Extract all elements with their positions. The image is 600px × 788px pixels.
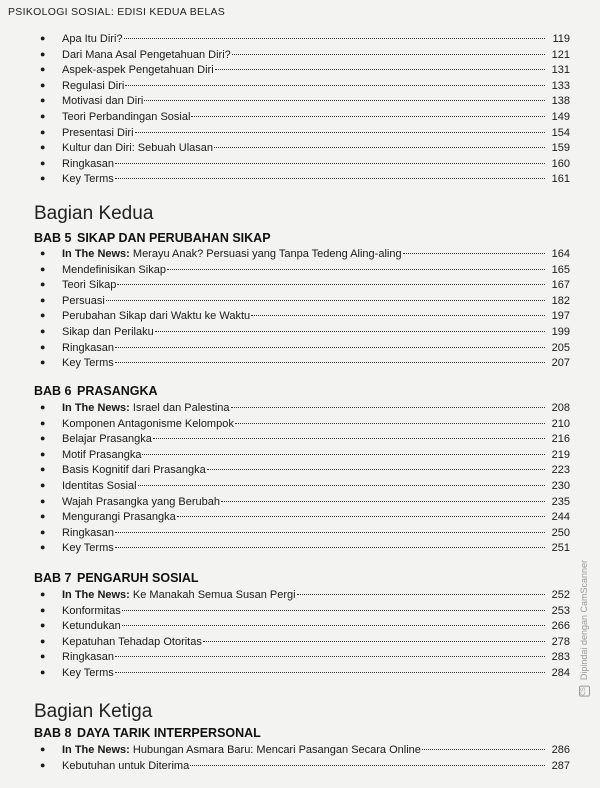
- page-number: 131: [551, 64, 570, 77]
- in-the-news-label: In The News:: [62, 744, 130, 756]
- dot-leader: [422, 749, 545, 750]
- dot-leader: [117, 284, 545, 285]
- page-number: 149: [551, 110, 570, 123]
- page-number: 223: [551, 464, 570, 477]
- bullet-icon: ●: [40, 666, 46, 677]
- toc-entry-title: [62, 417, 234, 433]
- dot-leader: [155, 331, 545, 332]
- dot-leader: [221, 501, 545, 502]
- dot-leader: [115, 347, 545, 348]
- toc-entry[interactable]: [40, 141, 570, 157]
- page-number: 287: [551, 759, 570, 772]
- bullet-icon: ●: [40, 64, 46, 75]
- toc-entry[interactable]: [40, 278, 570, 294]
- page-number: 210: [551, 417, 570, 430]
- bullet-icon: ●: [40, 759, 46, 770]
- toc-entry-title: [62, 278, 116, 294]
- part-title-kedua: Bagian Kedua: [34, 203, 154, 224]
- part-title-ketiga: Bagian Ketiga: [34, 701, 153, 722]
- toc-entry-text: Belajar Prasangka: [62, 433, 152, 446]
- toc-entry-text: Basis Kognitif dari Prasangka: [62, 464, 206, 477]
- toc-entry[interactable]: [40, 604, 570, 620]
- toc-entry-text: Kepatuhan Tehadap Otoritas: [62, 635, 202, 648]
- bullet-icon: ●: [40, 294, 46, 305]
- toc-entry-title: [62, 325, 154, 341]
- toc-entry-text: Komponen Antagonisme Kelompok: [62, 417, 234, 430]
- bullet-icon: ●: [40, 310, 46, 321]
- chapter-title: PENGARUH SOSIAL: [77, 571, 199, 585]
- toc-entry[interactable]: [40, 94, 570, 110]
- toc-entry[interactable]: [40, 666, 570, 682]
- toc-entry[interactable]: [40, 294, 570, 310]
- toc-entry[interactable]: [40, 263, 570, 279]
- dot-leader: [251, 315, 545, 316]
- in-the-news-label: In The News:: [62, 248, 130, 260]
- toc-entry-text: Mendefinisikan Sikap: [62, 263, 166, 276]
- toc-entry-text: Aspek-aspek Pengetahuan Diri: [62, 64, 214, 77]
- dot-leader: [125, 85, 545, 86]
- scanner-watermark-text: Dipindai dengan CamScanner: [579, 560, 589, 681]
- toc-entry-text: Persuasi: [62, 294, 105, 307]
- bullet-icon: ●: [40, 263, 46, 274]
- toc-entry[interactable]: [40, 510, 570, 526]
- bullet-icon: ●: [40, 248, 46, 258]
- toc-entry-text: Ke Manakah Semua Susan Pergi: [129, 589, 296, 601]
- chapter-title: PRASANGKA: [77, 384, 158, 398]
- bullet-icon: ●: [40, 33, 46, 43]
- part1-entry-list: [40, 32, 570, 188]
- bullet-icon: ●: [40, 126, 46, 137]
- page-number: 253: [551, 604, 570, 617]
- chapter-number: BAB 8: [34, 726, 72, 740]
- toc-entry-title: [62, 666, 114, 682]
- dot-leader: [235, 423, 545, 424]
- toc-entry-title: [62, 172, 114, 188]
- page-number: 138: [551, 95, 570, 108]
- bullet-icon: ●: [40, 526, 46, 537]
- toc-entry-text: Mengurangi Prasangka: [62, 511, 176, 524]
- toc-entry[interactable]: [40, 432, 570, 448]
- toc-entry[interactable]: [40, 588, 570, 604]
- page-number: 284: [551, 666, 570, 679]
- toc-entry-text: Apa Itu Diri?: [62, 33, 123, 45]
- page-number: 216: [551, 433, 570, 446]
- toc-entry[interactable]: [40, 541, 570, 557]
- chapter-heading-bab7: [34, 571, 199, 585]
- toc-entry-title: [62, 650, 114, 666]
- toc-entry-title: [62, 309, 250, 325]
- toc-entry-text: Ringkasan: [62, 157, 114, 170]
- dot-leader: [207, 469, 545, 470]
- chapter-title: SIKAP DAN PERUBAHAN SIKAP: [77, 231, 271, 245]
- toc-entry-text: Teori Sikap: [62, 279, 117, 292]
- dot-leader: [106, 300, 545, 301]
- dot-leader: [232, 54, 545, 55]
- bullet-icon: ●: [40, 433, 46, 444]
- in-the-news-label: In The News:: [62, 589, 130, 601]
- toc-entry-text: Hubungan Asmara Baru: Mencari Pasangan Secara Online: [129, 744, 421, 756]
- bullet-icon: ●: [40, 589, 46, 599]
- chapter-title: DAYA TARIK INTERPERSONAL: [77, 726, 261, 740]
- toc-entry[interactable]: [40, 157, 570, 173]
- toc-entry-text: Ringkasan: [62, 651, 114, 664]
- toc-entry-title: [62, 110, 190, 126]
- toc-entry-text: Wajah Prasangka yang Berubah: [62, 495, 220, 508]
- toc-entry[interactable]: [40, 635, 570, 651]
- toc-entry-title: [62, 401, 230, 417]
- toc-entry[interactable]: [40, 417, 570, 433]
- toc-entry[interactable]: [40, 48, 570, 64]
- page-number: 199: [551, 325, 570, 338]
- toc-entry-text: Presentasi Diri: [62, 126, 134, 139]
- dot-leader: [115, 532, 545, 533]
- page-number: 250: [551, 526, 570, 539]
- toc-entry-text: Kebutuhan untuk Diterima: [62, 759, 190, 772]
- page-number: 164: [551, 248, 570, 260]
- bullet-icon: ●: [40, 279, 46, 290]
- page-number: 160: [551, 157, 570, 170]
- toc-entry-title: [62, 743, 421, 759]
- bullet-icon: ●: [40, 448, 46, 459]
- bab7-entry-list: [40, 588, 570, 682]
- chapter-number: BAB 6: [34, 384, 72, 398]
- toc-entry[interactable]: [40, 79, 570, 95]
- toc-entry-text: Konformitas: [62, 604, 121, 617]
- page-number: 244: [551, 511, 570, 524]
- toc-entry-title: [62, 341, 114, 357]
- page-number: 207: [551, 357, 570, 370]
- toc-entry-title: [62, 463, 206, 479]
- toc-entry[interactable]: [40, 401, 570, 417]
- page-number: 286: [551, 744, 570, 756]
- toc-entry-text: Key Terms: [62, 357, 114, 370]
- toc-entry-text: Dari Mana Asal Pengetahuan Diri?: [62, 48, 231, 61]
- bullet-icon: ●: [40, 604, 46, 615]
- chapter-heading-bab8: [34, 726, 261, 740]
- page-number: 159: [551, 142, 570, 155]
- page-number: 235: [551, 495, 570, 508]
- toc-entry-text: Key Terms: [62, 173, 114, 186]
- toc-entry-text: Key Terms: [62, 666, 114, 679]
- toc-entry[interactable]: [40, 309, 570, 325]
- bab5-entry-list: [40, 247, 570, 372]
- page-number: 283: [551, 651, 570, 664]
- toc-entry[interactable]: [40, 341, 570, 357]
- dot-leader: [191, 116, 545, 117]
- chapter-heading-bab6: [34, 384, 158, 398]
- page-number: 205: [551, 341, 570, 354]
- page-number: 197: [551, 310, 570, 323]
- toc-entry[interactable]: [40, 32, 570, 48]
- toc-entry-text: Ringkasan: [62, 341, 114, 354]
- dot-leader: [124, 38, 545, 39]
- toc-entry[interactable]: [40, 743, 570, 759]
- page-number: 119: [552, 33, 570, 45]
- dot-leader: [144, 100, 545, 101]
- bullet-icon: ●: [40, 495, 46, 506]
- dot-leader: [167, 269, 545, 270]
- chapter-number: BAB 7: [34, 571, 72, 585]
- toc-entry-title: [62, 479, 137, 495]
- toc-entry-title: [62, 294, 105, 310]
- bullet-icon: ●: [40, 651, 46, 662]
- bullet-icon: ●: [40, 511, 46, 522]
- toc-entry-text: Kultur dan Diri: Sebuah Ulasan: [62, 142, 214, 155]
- page-number: 161: [551, 173, 570, 186]
- toc-entry-text: Teori Perbandingan Sosial: [62, 110, 191, 123]
- toc-entry[interactable]: [40, 526, 570, 542]
- toc-entry-text: Merayu Anak? Persuasi yang Tanpa Tedeng Aling-aling: [129, 248, 402, 260]
- toc-entry-text: Motivasi dan Diri: [62, 95, 144, 108]
- camscanner-logo-icon: CS: [579, 686, 590, 697]
- toc-entry[interactable]: [40, 247, 570, 263]
- toc-entry-text: Identitas Sosial: [62, 479, 137, 492]
- bullet-icon: ●: [40, 417, 46, 428]
- toc-entry-title: [62, 157, 114, 173]
- bullet-icon: ●: [40, 620, 46, 631]
- dot-leader: [153, 438, 545, 439]
- page-number: 167: [551, 279, 570, 292]
- bullet-icon: ●: [40, 635, 46, 646]
- bullet-icon: ●: [40, 79, 46, 90]
- toc-entry[interactable]: [40, 619, 570, 635]
- toc-entry-title: [62, 247, 402, 263]
- dot-leader: [115, 672, 545, 673]
- dot-leader: [138, 485, 545, 486]
- running-header: PSIKOLOGI SOSIAL: EDISI KEDUA BELAS: [8, 6, 226, 18]
- dot-leader: [115, 547, 545, 548]
- toc-entry[interactable]: [40, 759, 570, 775]
- toc-entry-title: [62, 63, 214, 79]
- page-number: 133: [551, 79, 570, 92]
- toc-entry-text: Ketundukan: [62, 620, 121, 633]
- toc-entry-title: [62, 94, 143, 110]
- dot-leader: [122, 610, 545, 611]
- toc-entry-title: [62, 510, 176, 526]
- dot-leader: [177, 516, 545, 517]
- page-number: 121: [551, 48, 570, 61]
- dot-leader: [297, 594, 545, 595]
- page-number: 219: [551, 448, 570, 461]
- page-number: 154: [551, 126, 570, 139]
- toc-entry-text: Motif Prasangka: [62, 448, 142, 461]
- toc-entry-title: [62, 588, 296, 604]
- toc-entry[interactable]: [40, 650, 570, 666]
- bullet-icon: ●: [40, 48, 46, 59]
- dot-leader: [403, 253, 545, 254]
- page-number: 278: [551, 635, 570, 648]
- bullet-icon: ●: [40, 542, 46, 553]
- toc-entry-title: [62, 126, 134, 142]
- toc-entry[interactable]: [40, 463, 570, 479]
- toc-entry[interactable]: [40, 495, 570, 511]
- toc-entry[interactable]: [40, 479, 570, 495]
- bullet-icon: ●: [40, 325, 46, 336]
- bullet-icon: ●: [40, 341, 46, 352]
- bullet-icon: ●: [40, 95, 46, 106]
- bullet-icon: ●: [40, 357, 46, 368]
- toc-entry-title: [62, 79, 124, 95]
- page-number: 266: [551, 620, 570, 633]
- toc-entry[interactable]: [40, 63, 570, 79]
- scanner-watermark: [579, 560, 590, 697]
- toc-entry-text: Key Terms: [62, 542, 114, 555]
- dot-leader: [190, 765, 545, 766]
- toc-entry-title: [62, 48, 231, 64]
- dot-leader: [231, 407, 545, 408]
- toc-entry-title: [62, 604, 121, 620]
- dot-leader: [122, 625, 545, 626]
- toc-entry-title: [62, 432, 152, 448]
- dot-leader: [115, 656, 545, 657]
- toc-entry[interactable]: [40, 110, 570, 126]
- bab6-entry-list: [40, 401, 570, 557]
- toc-entry-text: Sikap dan Perilaku: [62, 325, 154, 338]
- bullet-icon: ●: [40, 744, 46, 754]
- toc-entry-title: [62, 32, 123, 48]
- dot-leader: [135, 132, 545, 133]
- toc-entry-title: [62, 541, 114, 557]
- dot-leader: [214, 147, 545, 148]
- dot-leader: [203, 641, 545, 642]
- page-number: 230: [551, 479, 570, 492]
- toc-entry[interactable]: [40, 356, 570, 372]
- dot-leader: [115, 362, 545, 363]
- toc-entry[interactable]: [40, 172, 570, 188]
- toc-entry-title: [62, 635, 202, 651]
- in-the-news-label: In The News:: [62, 402, 130, 414]
- bullet-icon: ●: [40, 464, 46, 475]
- bullet-icon: ●: [40, 402, 46, 412]
- toc-entry-title: [62, 526, 114, 542]
- page-number: 182: [551, 294, 570, 307]
- toc-entry-title: [62, 619, 121, 635]
- toc-entry-text: Ringkasan: [62, 526, 114, 539]
- bullet-icon: ●: [40, 157, 46, 168]
- toc-entry-title: [62, 759, 189, 775]
- chapter-number: BAB 5: [34, 231, 72, 245]
- toc-entry[interactable]: [40, 126, 570, 142]
- bullet-icon: ●: [40, 479, 46, 490]
- page-number: 251: [551, 542, 570, 555]
- bullet-icon: ●: [40, 173, 46, 184]
- toc-entry-title: [62, 356, 114, 372]
- toc-entry-title: [62, 448, 141, 464]
- toc-entry[interactable]: [40, 325, 570, 341]
- toc-entry-text: Israel dan Palestina: [129, 402, 230, 414]
- toc-entry-title: [62, 495, 220, 511]
- dot-leader: [115, 178, 545, 179]
- dot-leader: [215, 69, 545, 70]
- toc-entry[interactable]: [40, 448, 570, 464]
- page-number: 252: [551, 589, 570, 601]
- toc-entry-text: Perubahan Sikap dari Waktu ke Waktu: [62, 310, 251, 323]
- toc-entry-title: [62, 141, 213, 157]
- chapter-heading-bab5: [34, 231, 271, 245]
- bullet-icon: ●: [40, 142, 46, 153]
- toc-entry-text: Regulasi Diri: [62, 79, 125, 92]
- bab8-entry-list: [40, 743, 570, 774]
- page-number: 208: [551, 402, 570, 414]
- dot-leader: [115, 163, 545, 164]
- toc-entry-title: [62, 263, 166, 279]
- bullet-icon: ●: [40, 110, 46, 121]
- page-number: 165: [551, 263, 570, 276]
- dot-leader: [142, 454, 545, 455]
